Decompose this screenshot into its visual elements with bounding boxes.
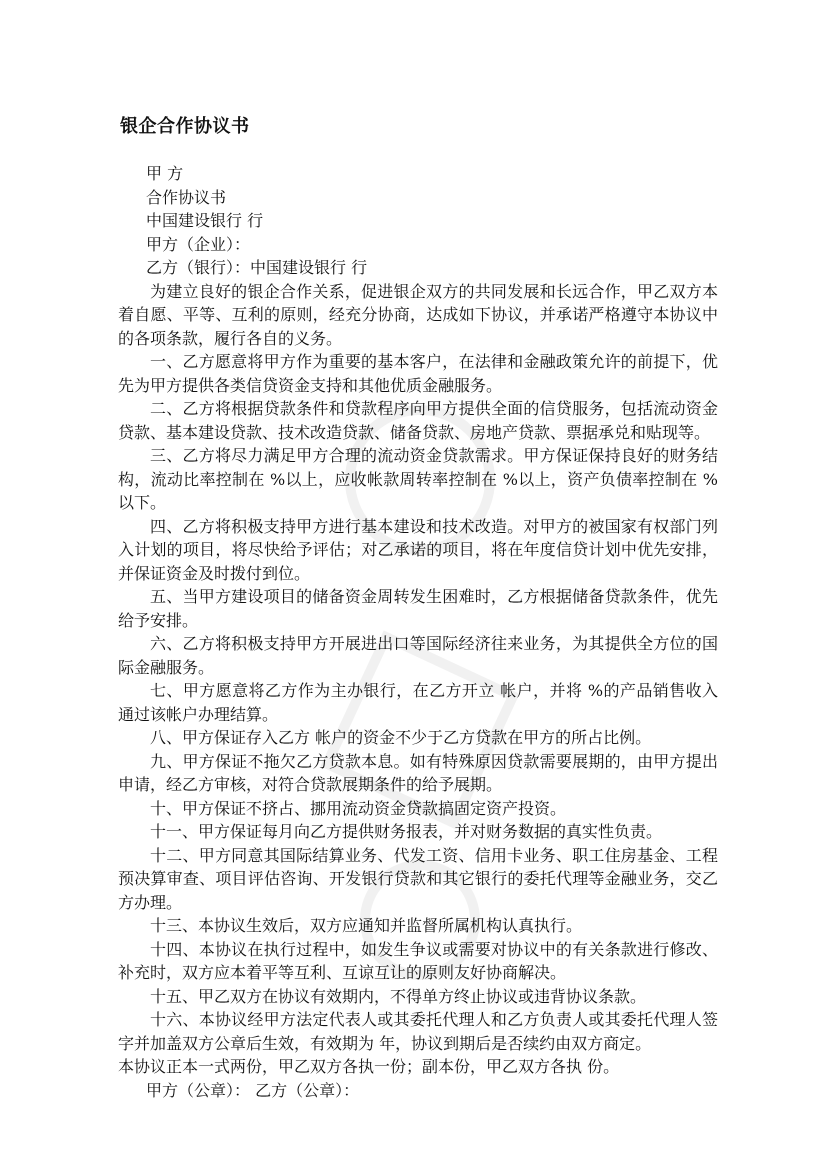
paragraph-clause-2: 二、乙方将根据贷款条件和贷款程序向甲方提供全面的信贷服务，包括流动资金贷款、基本建设贷款、技术改造贷款、储备贷款、房地产贷款、票据承兑和贴现等。 bbox=[118, 399, 718, 442]
paragraph-clause-5: 五、当甲方建设项目的储备资金周转发生困难时，乙方根据储备贷款条件，优先给予安排。 bbox=[118, 587, 718, 630]
header-line-bank-party: 乙方（银行）：中国建设银行 行 bbox=[146, 258, 368, 277]
paragraph-clause-6: 六、乙方将积极支持甲方开展进出口等国际经济往来业务，为其提供全方位的国际金融服务。 bbox=[118, 634, 718, 677]
paragraph-clause-7: 七、甲方愿意将乙方作为主办银行，在乙方开立 帐户，并将 %的产品销售收入通过该帐户办理结算。 bbox=[118, 681, 718, 724]
signature-line: 甲方（公章）： 乙方（公章）： bbox=[146, 1080, 360, 1100]
paragraph-clause-16: 十六、本协议经甲方法定代表人或其委托代理人和乙方负责人或其委托代理人签字并加盖双方公章后生效，有效期为 年，协议到期后是否续约由双方商定。 bbox=[118, 1010, 718, 1053]
paragraph-clause-14: 十四、本协议在执行过程中，如发生争议或需要对协议中的有关条款进行修改、补充时，双方应本着平等互利、互谅互让的原则友好协商解决。 bbox=[118, 939, 718, 982]
paragraph-clause-12: 十二、甲方同意其国际结算业务、代发工资、信用卡业务、职工住房基金、工程预决算审查、项目评估咨询、开发银行贷款和其它银行的委托代理等金融业务，交乙 方办理。 bbox=[118, 845, 718, 912]
paragraph-clause-4: 四、乙方将积极支持甲方进行基本建设和技术改造。对甲方的被国家有权部门列入计划的项目，将尽快给予评估；对乙承诺的项目，将在年度信贷计划中优先安排， 并保证资金及时拨付到位。 bbox=[118, 516, 718, 583]
document-body bbox=[118, 162, 718, 1102]
paragraph-clause-15: 十五、甲乙双方在协议有效期内，不得单方终止协议或违背协议条款。 bbox=[150, 986, 647, 1006]
paragraph-clause-13: 十三、本协议生效后，双方应通知并监督所属机构认真执行。 bbox=[150, 916, 583, 935]
paragraph-preamble: 为建立良好的银企合作关系，促进银企双方的共同发展和长远合作，甲乙双方本着自愿、平等、互利的原则，经充分协商，达成如下协议，并承诺严格遵守本协议中 的各项条款，履行各自的义务。 bbox=[118, 281, 718, 348]
paragraph-clause-1: 一、乙方愿意将甲方作为重要的基本客户，在法律和金融政策允许的前提下，优先为甲方提供各类信贷资金支持和其他优质金融服务。 bbox=[118, 352, 718, 395]
paragraph-clause-3: 三、乙方将尽力满足甲方合理的流动资金贷款需求。甲方保证保持良好的财务结构，流动比率控制在 %以上，应收帐款周转率控制在 %以上，资产负债率控制在 %以下。 bbox=[118, 446, 718, 512]
document-title: 银企合作协议书 bbox=[120, 116, 250, 137]
header-line-bank: 中国建设银行 行 bbox=[146, 211, 264, 230]
header-line-agreement: 合作协议书 bbox=[146, 187, 227, 207]
paragraph-clause-9: 九、甲方保证不拖欠乙方贷款本息。如有特殊原因贷款需要展期的，由甲方提出申请，经乙方审核，对符合贷款展期条件的给予展期。 bbox=[118, 751, 718, 794]
paragraph-clause-8: 八、甲方保证存入乙方 帐户的资金不少于乙方贷款在甲方的所占比例。 bbox=[150, 728, 652, 747]
header-line-party-a: 甲 方 bbox=[146, 164, 184, 183]
paragraph-clause-11: 十一、甲方保证每月向乙方提供财务报表，并对财务数据的真实性负责。 bbox=[150, 822, 663, 841]
closing-line: 本协议正本一式两份，甲乙双方各执一份；副本份，甲乙双方各执 份。 bbox=[118, 1057, 620, 1076]
paragraph-clause-10: 十、甲方保证不挤占、挪用流动资金贷款搞固定资产投资。 bbox=[150, 798, 567, 818]
header-line-enterprise: 甲方（企业）： bbox=[146, 234, 251, 254]
